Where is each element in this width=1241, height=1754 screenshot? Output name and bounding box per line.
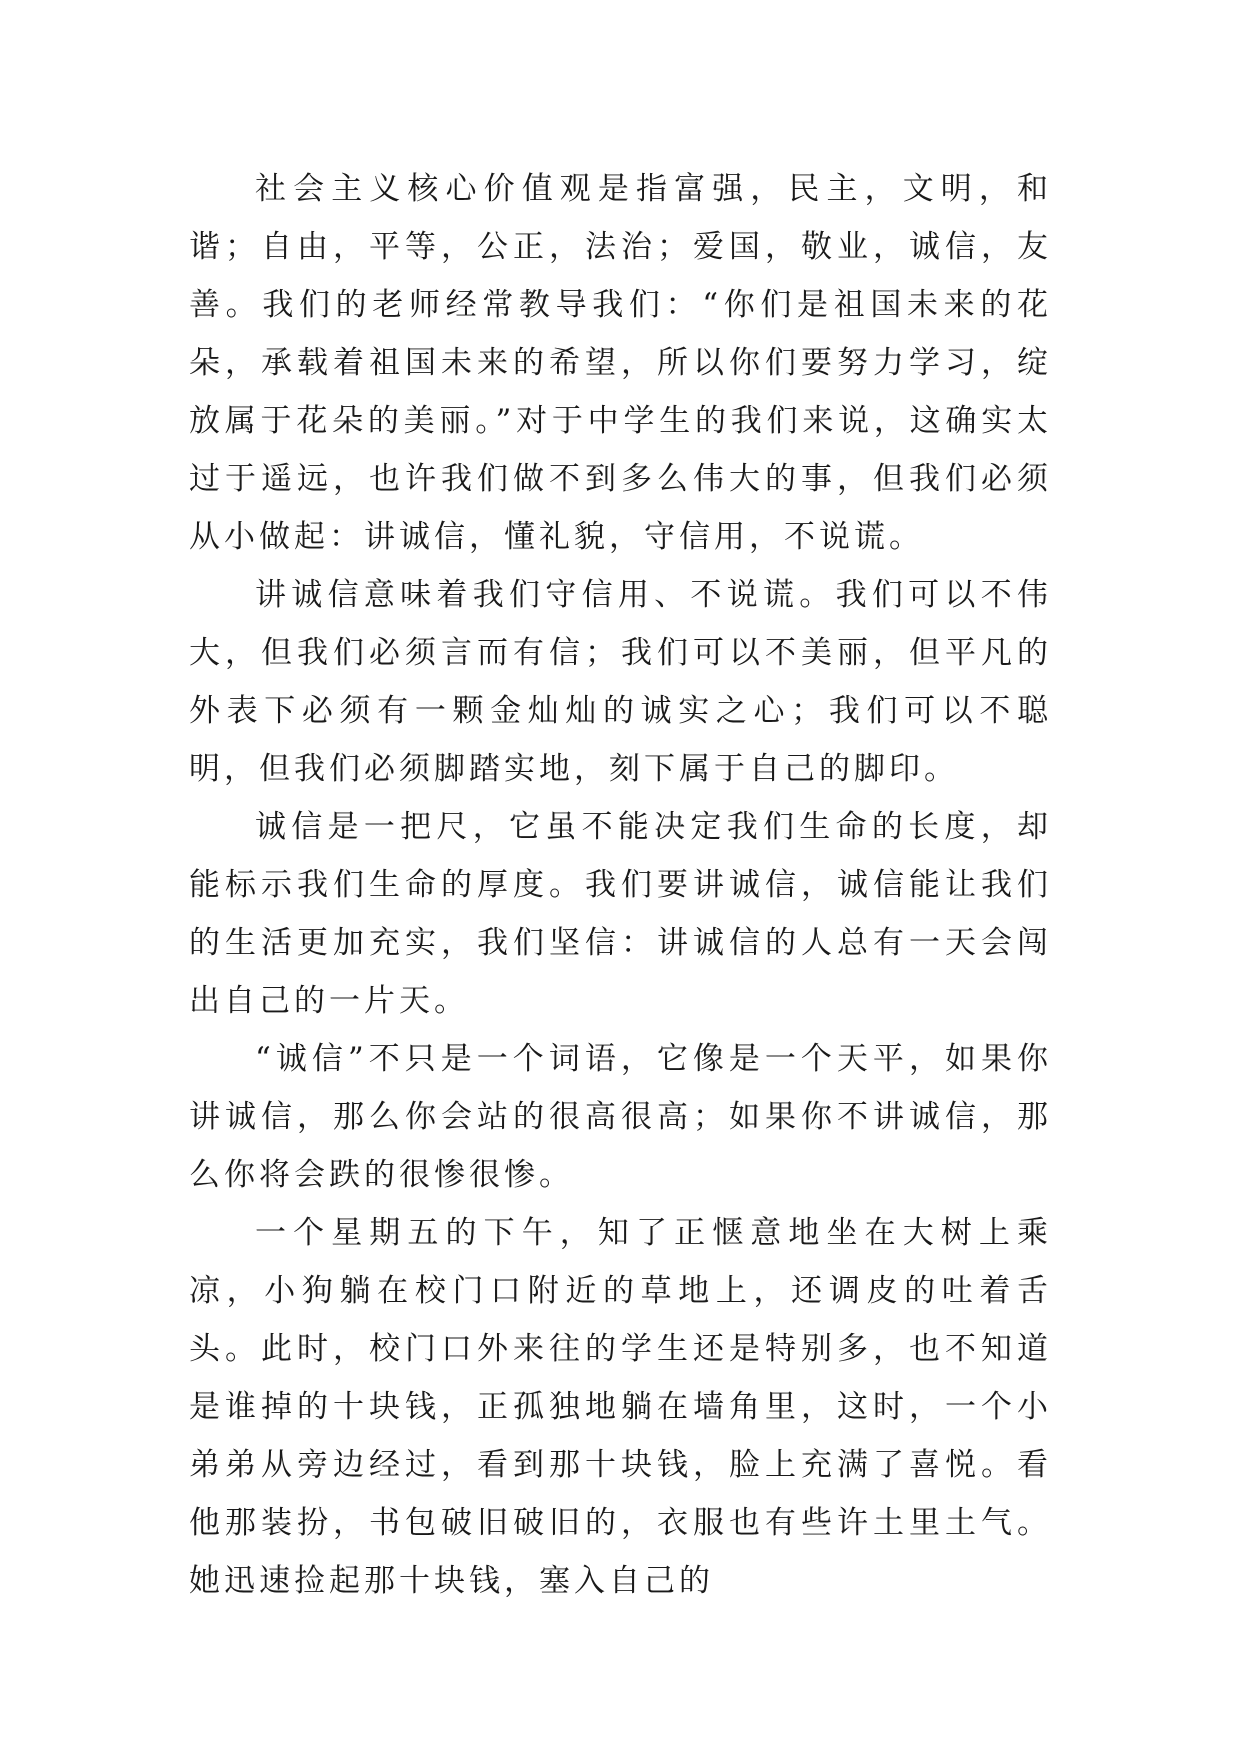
paragraph: “诚信”不只是一个词语，它像是一个天平，如果你讲诚信，那么你会站的很高很高；如果你不讲诚信，那么你将会跌的很惨很惨。 (189, 1041, 1052, 1193)
paragraph: 诚信是一把尺，它虽不能决定我们生命的长度，却能标示我们生命的厚度。我们要讲诚信，诚信能让我们的生活更加充实，我们坚信：讲诚信的人总有一天会闯出自己的一片天。 (189, 809, 1052, 1019)
paragraph: 社会主义核心价值观是指富强，民主，文明，和谐；自由，平等，公正，法治；爱国，敬业，诚信，友善。我们的老师经常教导我们：“你们是祖国未来的花朵，承载着祖国未来的希望，所以你们要努力学习，绽放属于花朵的美丽。”对于中学生的我们来说，这确实太过于遥远，也许我们做不到多么伟大的事，但我们必须从小做起：讲诚信，懂礼貌，守信用，不说谎。 (189, 171, 1052, 555)
paragraph: 讲诚信意味着我们守信用、不说谎。我们可以不伟大，但我们必须言而有信；我们可以不美丽，但平凡的外表下必须有一颗金灿灿的诚实之心；我们可以不聪明，但我们必须脚踏实地，刻下属于自己的脚印。 (189, 577, 1052, 787)
paragraph: 一个星期五的下午，知了正惬意地坐在大树上乘凉，小狗躺在校门口附近的草地上，还调皮的吐着舌头。此时，校门口外来往的学生还是特别多，也不知道是谁掉的十块钱，正孤独地躺在墙角里，这时，一个小弟弟从旁边经过，看到那十块钱，脸上充满了喜悦。看他那装扮，书包破旧破旧的，衣服也有些许土里土气。她迅速捡起那十块钱，塞入自己的 (189, 1215, 1052, 1599)
document-body (189, 160, 1052, 1610)
